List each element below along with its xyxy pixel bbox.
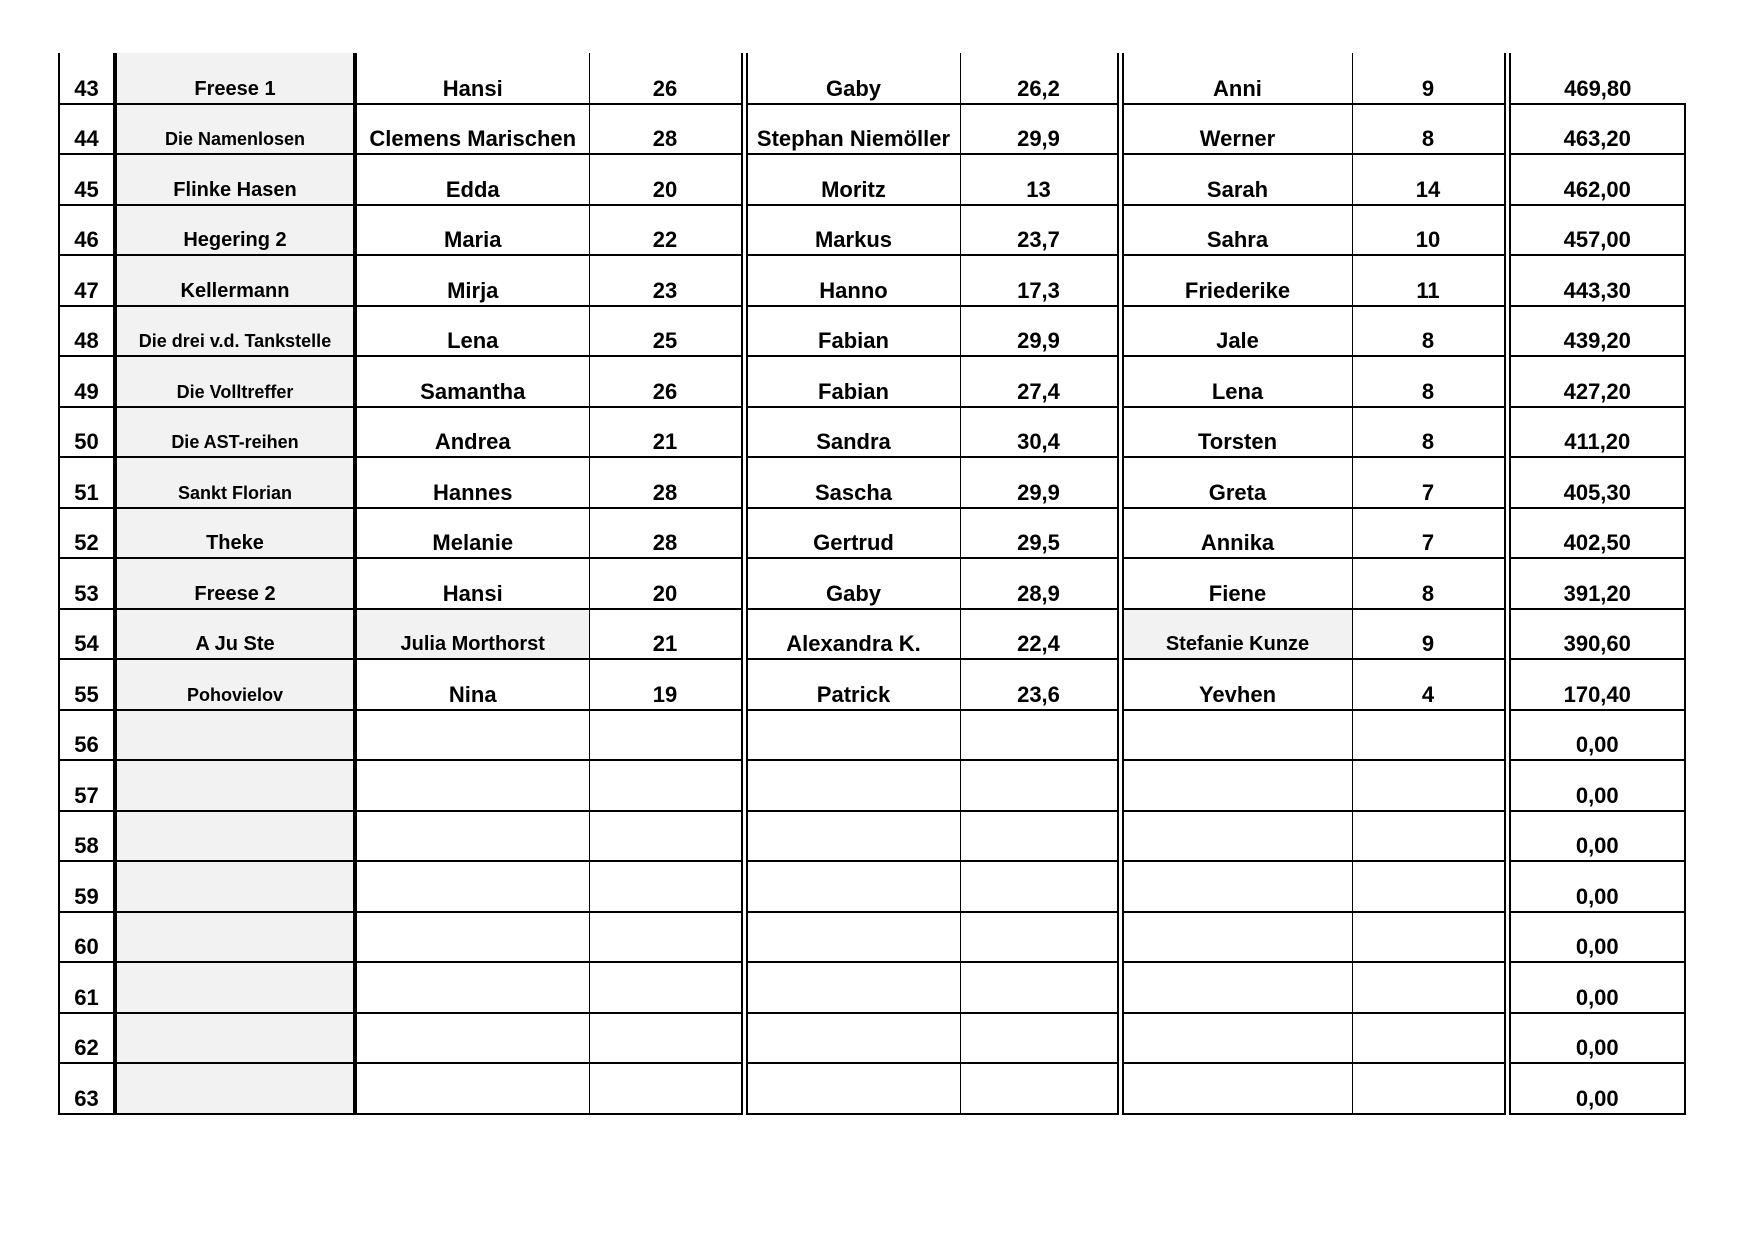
- team-name-cell: Sankt Florian: [115, 457, 355, 508]
- total-cell: 443,30: [1507, 255, 1685, 306]
- rank-cell: 50: [59, 407, 115, 458]
- table-row: [59, 1063, 1685, 1114]
- player-3-cell: Sahra: [1120, 205, 1352, 256]
- player-2-cell: Markus: [744, 205, 960, 256]
- player-2-cell: [744, 760, 960, 811]
- score-2-cell: 23,7: [960, 205, 1120, 256]
- player-1-cell: [355, 962, 589, 1013]
- rank-cell: 54: [59, 609, 115, 660]
- results-table-body: [59, 53, 1685, 1114]
- total-cell: 0,00: [1507, 811, 1685, 862]
- player-3-cell: [1120, 1013, 1352, 1064]
- player-2-cell: Hanno: [744, 255, 960, 306]
- rank-cell: 47: [59, 255, 115, 306]
- score-3-cell: 8: [1352, 407, 1507, 458]
- player-2-cell: Gaby: [744, 53, 960, 104]
- score-1-cell: [589, 760, 744, 811]
- rank-cell: 63: [59, 1063, 115, 1114]
- total-cell: 463,20: [1507, 104, 1685, 155]
- team-name-cell: [115, 1013, 355, 1064]
- total-cell: 0,00: [1507, 962, 1685, 1013]
- score-3-cell: [1352, 962, 1507, 1013]
- score-2-cell: 30,4: [960, 407, 1120, 458]
- score-2-cell: 17,3: [960, 255, 1120, 306]
- table-row: [59, 710, 1685, 761]
- score-3-cell: 9: [1352, 609, 1507, 660]
- team-name-cell: Freese 2: [115, 558, 355, 609]
- team-name-cell: [115, 710, 355, 761]
- score-2-cell: 13: [960, 154, 1120, 205]
- player-3-cell: Stefanie Kunze: [1120, 609, 1352, 660]
- score-2-cell: 22,4: [960, 609, 1120, 660]
- rank-cell: 43: [59, 53, 115, 104]
- player-3-cell: [1120, 861, 1352, 912]
- player-1-cell: Maria: [355, 205, 589, 256]
- player-2-cell: Fabian: [744, 306, 960, 357]
- score-2-cell: [960, 861, 1120, 912]
- player-1-cell: Lena: [355, 306, 589, 357]
- score-2-cell: [960, 1013, 1120, 1064]
- team-name-cell: Flinke Hasen: [115, 154, 355, 205]
- player-3-cell: Torsten: [1120, 407, 1352, 458]
- total-cell: 0,00: [1507, 760, 1685, 811]
- rank-cell: 57: [59, 760, 115, 811]
- table-row: [59, 306, 1685, 357]
- score-1-cell: 28: [589, 457, 744, 508]
- rank-cell: 56: [59, 710, 115, 761]
- score-1-cell: [589, 861, 744, 912]
- player-3-cell: [1120, 811, 1352, 862]
- player-2-cell: [744, 1063, 960, 1114]
- player-2-cell: Moritz: [744, 154, 960, 205]
- player-3-cell: Greta: [1120, 457, 1352, 508]
- score-3-cell: [1352, 760, 1507, 811]
- total-cell: 402,50: [1507, 508, 1685, 559]
- table-row: [59, 659, 1685, 710]
- table-row: [59, 558, 1685, 609]
- score-3-cell: 7: [1352, 457, 1507, 508]
- total-cell: 469,80: [1507, 53, 1685, 104]
- team-name-cell: Kellermann: [115, 255, 355, 306]
- score-3-cell: 11: [1352, 255, 1507, 306]
- score-3-cell: 4: [1352, 659, 1507, 710]
- results-table: [58, 53, 1686, 1115]
- player-2-cell: Stephan Niemöller: [744, 104, 960, 155]
- player-3-cell: Anni: [1120, 53, 1352, 104]
- score-2-cell: 27,4: [960, 356, 1120, 407]
- score-2-cell: [960, 1063, 1120, 1114]
- table-row: [59, 609, 1685, 660]
- player-2-cell: [744, 811, 960, 862]
- total-cell: 0,00: [1507, 861, 1685, 912]
- table-row: [59, 811, 1685, 862]
- total-cell: 0,00: [1507, 1013, 1685, 1064]
- player-1-cell: Edda: [355, 154, 589, 205]
- player-2-cell: [744, 912, 960, 963]
- player-3-cell: Fiene: [1120, 558, 1352, 609]
- team-name-cell: Die Namenlosen: [115, 104, 355, 155]
- team-name-cell: Hegering 2: [115, 205, 355, 256]
- team-name-cell: [115, 760, 355, 811]
- player-2-cell: Sandra: [744, 407, 960, 458]
- player-1-cell: Melanie: [355, 508, 589, 559]
- player-2-cell: [744, 861, 960, 912]
- team-name-cell: Die drei v.d. Tankstelle: [115, 306, 355, 357]
- table-row: [59, 407, 1685, 458]
- score-3-cell: 9: [1352, 53, 1507, 104]
- team-name-cell: A Ju Ste: [115, 609, 355, 660]
- player-3-cell: [1120, 710, 1352, 761]
- score-1-cell: [589, 962, 744, 1013]
- player-1-cell: [355, 811, 589, 862]
- player-3-cell: Sarah: [1120, 154, 1352, 205]
- score-1-cell: 23: [589, 255, 744, 306]
- rank-cell: 48: [59, 306, 115, 357]
- rank-cell: 53: [59, 558, 115, 609]
- player-1-cell: [355, 912, 589, 963]
- table-row: [59, 255, 1685, 306]
- score-1-cell: [589, 1063, 744, 1114]
- rank-cell: 51: [59, 457, 115, 508]
- player-2-cell: [744, 1013, 960, 1064]
- score-3-cell: [1352, 1013, 1507, 1064]
- player-1-cell: [355, 710, 589, 761]
- rank-cell: 59: [59, 861, 115, 912]
- player-3-cell: [1120, 962, 1352, 1013]
- score-1-cell: [589, 811, 744, 862]
- team-name-cell: Theke: [115, 508, 355, 559]
- player-1-cell: Clemens Marischen: [355, 104, 589, 155]
- player-2-cell: Gaby: [744, 558, 960, 609]
- table-row: [59, 962, 1685, 1013]
- total-cell: 462,00: [1507, 154, 1685, 205]
- player-3-cell: Jale: [1120, 306, 1352, 357]
- table-row: [59, 760, 1685, 811]
- score-2-cell: 29,9: [960, 104, 1120, 155]
- team-name-cell: [115, 811, 355, 862]
- player-1-cell: Hannes: [355, 457, 589, 508]
- table-row: [59, 356, 1685, 407]
- player-3-cell: Annika: [1120, 508, 1352, 559]
- score-3-cell: 8: [1352, 104, 1507, 155]
- player-3-cell: Werner: [1120, 104, 1352, 155]
- score-3-cell: 10: [1352, 205, 1507, 256]
- score-2-cell: 26,2: [960, 53, 1120, 104]
- player-1-cell: Hansi: [355, 53, 589, 104]
- player-2-cell: [744, 710, 960, 761]
- score-3-cell: 7: [1352, 508, 1507, 559]
- player-1-cell: [355, 861, 589, 912]
- rank-cell: 45: [59, 154, 115, 205]
- score-1-cell: 22: [589, 205, 744, 256]
- rank-cell: 62: [59, 1013, 115, 1064]
- score-3-cell: 14: [1352, 154, 1507, 205]
- score-1-cell: 25: [589, 306, 744, 357]
- score-1-cell: 20: [589, 154, 744, 205]
- table-row: [59, 508, 1685, 559]
- score-1-cell: [589, 912, 744, 963]
- score-2-cell: 29,9: [960, 457, 1120, 508]
- player-3-cell: [1120, 760, 1352, 811]
- score-3-cell: [1352, 912, 1507, 963]
- team-name-cell: [115, 861, 355, 912]
- score-2-cell: 28,9: [960, 558, 1120, 609]
- score-1-cell: 19: [589, 659, 744, 710]
- table-row: [59, 861, 1685, 912]
- score-1-cell: 26: [589, 53, 744, 104]
- score-2-cell: 29,9: [960, 306, 1120, 357]
- player-1-cell: Nina: [355, 659, 589, 710]
- score-2-cell: [960, 710, 1120, 761]
- player-3-cell: Lena: [1120, 356, 1352, 407]
- score-3-cell: [1352, 861, 1507, 912]
- score-2-cell: [960, 962, 1120, 1013]
- total-cell: 411,20: [1507, 407, 1685, 458]
- table-row: [59, 154, 1685, 205]
- table-row: [59, 53, 1685, 104]
- rank-cell: 46: [59, 205, 115, 256]
- score-3-cell: 8: [1352, 356, 1507, 407]
- team-name-cell: [115, 1063, 355, 1114]
- score-3-cell: [1352, 811, 1507, 862]
- total-cell: 0,00: [1507, 1063, 1685, 1114]
- score-2-cell: 23,6: [960, 659, 1120, 710]
- rank-cell: 60: [59, 912, 115, 963]
- score-3-cell: [1352, 710, 1507, 761]
- total-cell: 0,00: [1507, 912, 1685, 963]
- team-name-cell: Die AST-reihen: [115, 407, 355, 458]
- total-cell: 391,20: [1507, 558, 1685, 609]
- table-row: [59, 205, 1685, 256]
- total-cell: 170,40: [1507, 659, 1685, 710]
- player-2-cell: Patrick: [744, 659, 960, 710]
- player-2-cell: Fabian: [744, 356, 960, 407]
- team-name-cell: Pohovielov: [115, 659, 355, 710]
- score-1-cell: [589, 1013, 744, 1064]
- team-name-cell: Freese 1: [115, 53, 355, 104]
- total-cell: 427,20: [1507, 356, 1685, 407]
- player-3-cell: [1120, 912, 1352, 963]
- rank-cell: 52: [59, 508, 115, 559]
- team-name-cell: [115, 962, 355, 1013]
- rank-cell: 44: [59, 104, 115, 155]
- total-cell: 457,00: [1507, 205, 1685, 256]
- score-2-cell: [960, 811, 1120, 862]
- score-1-cell: 20: [589, 558, 744, 609]
- score-1-cell: 26: [589, 356, 744, 407]
- player-3-cell: Friederike: [1120, 255, 1352, 306]
- total-cell: 405,30: [1507, 457, 1685, 508]
- score-1-cell: 28: [589, 508, 744, 559]
- player-3-cell: [1120, 1063, 1352, 1114]
- player-1-cell: Samantha: [355, 356, 589, 407]
- table-row: [59, 1013, 1685, 1064]
- rank-cell: 58: [59, 811, 115, 862]
- score-2-cell: 29,5: [960, 508, 1120, 559]
- table-row: [59, 104, 1685, 155]
- player-2-cell: [744, 962, 960, 1013]
- total-cell: 390,60: [1507, 609, 1685, 660]
- player-1-cell: [355, 1013, 589, 1064]
- score-3-cell: [1352, 1063, 1507, 1114]
- player-2-cell: Gertrud: [744, 508, 960, 559]
- score-1-cell: 28: [589, 104, 744, 155]
- total-cell: 0,00: [1507, 710, 1685, 761]
- table-row: [59, 912, 1685, 963]
- score-1-cell: 21: [589, 609, 744, 660]
- score-1-cell: 21: [589, 407, 744, 458]
- score-2-cell: [960, 760, 1120, 811]
- team-name-cell: Die Volltreffer: [115, 356, 355, 407]
- player-1-cell: [355, 760, 589, 811]
- rank-cell: 61: [59, 962, 115, 1013]
- player-2-cell: Sascha: [744, 457, 960, 508]
- player-1-cell: Julia Morthorst: [355, 609, 589, 660]
- rank-cell: 55: [59, 659, 115, 710]
- score-3-cell: 8: [1352, 306, 1507, 357]
- score-3-cell: 8: [1352, 558, 1507, 609]
- player-1-cell: Hansi: [355, 558, 589, 609]
- total-cell: 439,20: [1507, 306, 1685, 357]
- score-2-cell: [960, 912, 1120, 963]
- player-1-cell: [355, 1063, 589, 1114]
- player-2-cell: Alexandra K.: [744, 609, 960, 660]
- table-row: [59, 457, 1685, 508]
- rank-cell: 49: [59, 356, 115, 407]
- team-name-cell: [115, 912, 355, 963]
- player-1-cell: Mirja: [355, 255, 589, 306]
- score-1-cell: [589, 710, 744, 761]
- player-1-cell: Andrea: [355, 407, 589, 458]
- player-3-cell: Yevhen: [1120, 659, 1352, 710]
